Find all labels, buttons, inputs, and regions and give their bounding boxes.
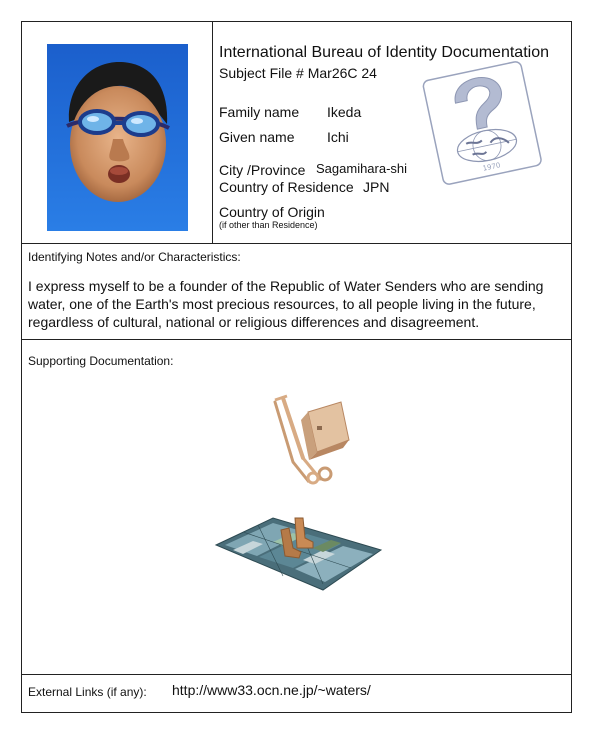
supporting-image	[213, 370, 383, 595]
city-province-value: Sagamihara-shi	[316, 161, 408, 176]
supporting-documentation-label: Supporting Documentation:	[28, 354, 174, 368]
country-of-origin-label: Country of Origin	[219, 204, 325, 220]
family-name-label: Family name	[219, 104, 300, 120]
given-name-label: Given name	[219, 129, 295, 145]
question-mark-globe-stamp-icon	[420, 60, 545, 185]
subject-file-number: Subject File # Mar26C 24	[219, 65, 377, 81]
external-link-url[interactable]: http://www33.ocn.ne.jp/~waters/	[172, 682, 371, 698]
city-province-label: City /Province	[219, 162, 306, 178]
country-of-residence-value: JPN	[363, 179, 390, 195]
country-of-origin-note: (if other than Residence)	[219, 220, 318, 230]
given-name-value: Ichi	[327, 129, 349, 145]
notes-text: I express myself to be a founder of the Republic of Water Senders who are sending water, one of the Earth's most precious resources, to all people living in the future, regardless of cultural, national or religious differences and disagreement.	[28, 278, 544, 330]
notes-divider	[22, 339, 571, 340]
external-links-label: External Links (if any):	[28, 685, 147, 699]
header-divider-vertical	[212, 22, 213, 243]
header-divider	[22, 243, 571, 244]
identity-stamp	[420, 60, 545, 185]
face-portrait-icon	[47, 44, 188, 231]
country-of-residence-label: Country of Residence	[219, 179, 354, 195]
water-sender-sculpture-icon	[213, 370, 383, 595]
supporting-divider	[22, 674, 571, 675]
subject-photo	[47, 44, 188, 231]
bureau-title: International Bureau of Identity Documentation	[219, 44, 549, 61]
family-name-value: Ikeda	[327, 104, 362, 120]
stamp-year: 1970	[482, 161, 502, 173]
notes-label: Identifying Notes and/or Characteristics:	[28, 250, 241, 264]
